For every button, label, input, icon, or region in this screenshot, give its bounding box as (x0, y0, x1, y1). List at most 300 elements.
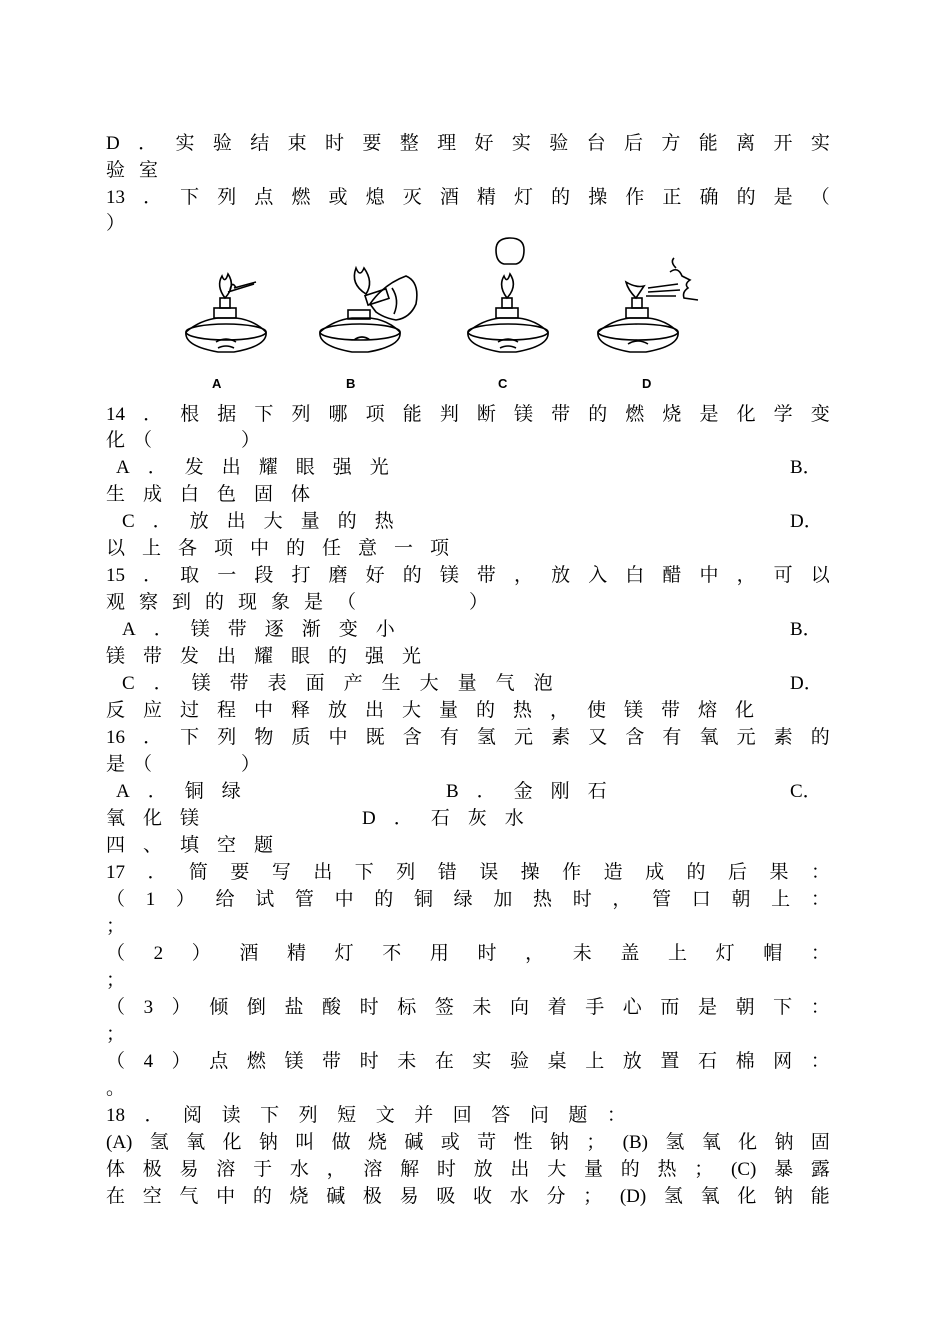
text-line (106, 941, 830, 967)
lamp-c-icon (468, 238, 548, 352)
text-char: 时 (572, 889, 592, 910)
text-char: 元 (514, 727, 534, 748)
text-char: 简 (188, 862, 208, 883)
text-char: 造 (603, 862, 623, 883)
text-char: 下 (773, 997, 793, 1018)
text-char: 列 (217, 187, 237, 208)
text-char: 要 (230, 862, 250, 883)
text-char: 素 (773, 727, 793, 748)
text-char: ： (810, 1051, 830, 1072)
text-char: 验 (549, 133, 569, 154)
option-row (106, 617, 830, 643)
text-char: 变 (810, 404, 830, 425)
text-char: 给 (215, 889, 235, 910)
text-char: 时 (324, 133, 344, 154)
text-char: 能 (402, 404, 422, 425)
text-line: 镁带发出耀眼的强光 (106, 646, 440, 667)
text-char: 下 (354, 862, 374, 883)
text-char: 下 (180, 187, 200, 208)
text-char: 管 (294, 889, 314, 910)
option-row (106, 509, 830, 535)
text-char: 下 (260, 1105, 280, 1126)
text-char: 着 (547, 997, 567, 1018)
text-char: 磨 (328, 565, 348, 586)
label-a: A (212, 376, 222, 391)
text-char: 水 (509, 1186, 529, 1207)
text-char: 极 (142, 1159, 162, 1180)
text-char: 空 (142, 1186, 162, 1207)
text-char: ； (586, 1132, 606, 1153)
text-char: 错 (437, 862, 457, 883)
text-char: ） (171, 997, 191, 1018)
text-char: ， (525, 943, 545, 964)
text-char: 带 (322, 1051, 342, 1072)
text-line (106, 1049, 830, 1075)
text-char: 收 (473, 1186, 493, 1207)
text-char: 成 (645, 862, 665, 883)
option-b: B．金刚石 (446, 781, 625, 802)
text-char: 验 (212, 133, 232, 154)
text-char: 下 (254, 404, 274, 425)
text-char: 是 (697, 997, 717, 1018)
text-line (106, 1157, 830, 1183)
text-char: （ (106, 997, 126, 1018)
text-char: 的 (686, 862, 706, 883)
question-14 (106, 402, 830, 428)
text-char: 能 (810, 1186, 830, 1207)
text-char: ． (143, 565, 163, 586)
text-char: 写 (271, 862, 291, 883)
option-b: B． (790, 619, 822, 640)
text-char: 固 (810, 1132, 830, 1153)
text-char: ． (143, 727, 163, 748)
text-char: ． (147, 862, 167, 883)
text-char: 手 (585, 997, 605, 1018)
text-char: 桌 (547, 1051, 567, 1072)
text-char: 上 (667, 943, 687, 964)
text-char: 或 (328, 187, 348, 208)
text-char: (A) (106, 1132, 133, 1153)
text-char: 1 (145, 889, 156, 910)
text-char: 果 (769, 862, 789, 883)
text-char: 燃 (291, 187, 311, 208)
text-char: 的 (620, 1159, 640, 1180)
text-char: 列 (291, 404, 311, 425)
text-char: （ (810, 187, 830, 208)
text-char: ： (810, 862, 830, 883)
text-char: 钠 (549, 1132, 569, 1153)
text-char: 的 (736, 187, 756, 208)
text-char: 打 (291, 565, 311, 586)
text-char: (C) (731, 1159, 757, 1180)
text-char: 列 (217, 727, 237, 748)
option-d: D． (790, 511, 823, 532)
text-char: 盖 (620, 943, 640, 964)
text-char: 物 (254, 727, 274, 748)
text-char: 醋 (662, 565, 682, 586)
text-char: 中 (334, 889, 354, 910)
text-char: 时 (359, 1051, 379, 1072)
text-char: 朝 (731, 889, 751, 910)
text-char: 断 (476, 404, 496, 425)
text-char: 标 (397, 997, 417, 1018)
option-a: A．镁带逐渐变小 (122, 619, 413, 640)
text-char: 离 (736, 133, 756, 154)
text-char: 项 (365, 404, 385, 425)
text-char: 据 (217, 404, 237, 425)
text-char: 出 (313, 862, 333, 883)
text-char: ， (326, 1159, 346, 1180)
text-char: 而 (660, 997, 680, 1018)
lamp-b-icon (320, 268, 417, 352)
option-a: A．铜绿 (116, 781, 259, 802)
text-char: 氢 (476, 727, 496, 748)
text-char: 文 (375, 1105, 395, 1126)
text-char: ） (191, 943, 211, 964)
text-char: 带 (476, 565, 496, 586)
text-char: 上 (585, 1051, 605, 1072)
text-char: 倒 (246, 997, 266, 1018)
text-char: 后 (728, 862, 748, 883)
text-char: 14 (106, 404, 125, 425)
text-char: 出 (510, 1159, 530, 1180)
question-17 (106, 860, 830, 886)
text-char: 16 (106, 727, 125, 748)
text-char: 酒 (439, 187, 459, 208)
text-char: 氢 (663, 1186, 683, 1207)
text-char: 素 (551, 727, 571, 748)
text-line: ； (106, 970, 126, 991)
text-char: 体 (106, 1159, 126, 1180)
text-char: 结 (250, 133, 270, 154)
text-char: 15 (106, 565, 125, 586)
text-char: 未 (472, 997, 492, 1018)
text-char: 倾 (209, 997, 229, 1018)
text-char: 口 (691, 889, 711, 910)
text-char: 试 (255, 889, 275, 910)
text-char: ， (514, 565, 534, 586)
text-char: 放 (622, 1051, 642, 1072)
text-char: 后 (623, 133, 643, 154)
text-char: 4 (143, 1051, 154, 1072)
text-char: 实 (472, 1051, 492, 1072)
option-c: C．放出大量的热 (122, 511, 412, 532)
text-char: 操 (588, 187, 608, 208)
option-a: A．发出耀眼强光 (116, 457, 407, 478)
text-char: 的 (588, 404, 608, 425)
text-char: 段 (254, 565, 274, 586)
text-char: 质 (291, 727, 311, 748)
text-char: 是 (699, 404, 719, 425)
text-char: ． (143, 404, 163, 425)
text-char: 钠 (774, 1186, 794, 1207)
text-char: 好 (365, 565, 385, 586)
text-char: 烧 (662, 404, 682, 425)
text-char: 17 (106, 862, 125, 883)
text-char: 溶 (363, 1159, 383, 1180)
label-b: B (346, 376, 356, 391)
text-char: 石 (697, 1051, 717, 1072)
text-char: 阅 (183, 1105, 203, 1126)
text-char: 性 (513, 1132, 533, 1153)
text-line: 。 (106, 1078, 126, 1099)
text-char: 化 (736, 404, 756, 425)
question-13 (106, 185, 830, 211)
text-char: 钠 (774, 1132, 794, 1153)
text-char: 一 (217, 565, 237, 586)
text-char: 学 (773, 404, 793, 425)
text-char: 验 (510, 1051, 530, 1072)
option-d: D．石灰水 (362, 808, 542, 829)
text-char: 燃 (625, 404, 645, 425)
text-char: 镁 (439, 565, 459, 586)
text-char: 上 (771, 889, 791, 910)
text-char: 灯 (715, 943, 735, 964)
text-char: 棉 (735, 1051, 755, 1072)
text-char: 精 (476, 187, 496, 208)
text-char: 实 (175, 133, 195, 154)
text-char: 中 (328, 727, 348, 748)
text-char: 水 (289, 1159, 309, 1180)
lamp-a-icon (186, 274, 266, 352)
text-char: 氢 (665, 1132, 685, 1153)
text-char: 根 (180, 404, 200, 425)
text-char: 钠 (258, 1132, 278, 1153)
text-char: 网 (773, 1051, 793, 1072)
text-char: 实 (810, 133, 830, 154)
text-char: ） (175, 889, 195, 910)
text-char: 中 (699, 565, 719, 586)
text-char: 帽 (763, 943, 783, 964)
text-line (106, 995, 830, 1021)
text-char: D (106, 133, 120, 154)
text-line: 是（ ） (106, 754, 269, 775)
text-char: 的 (374, 889, 394, 910)
text-char: 于 (253, 1159, 273, 1180)
text-char: 理 (437, 133, 457, 154)
option-b: B． (790, 457, 822, 478)
text-char: 答 (491, 1105, 511, 1126)
text-char: 极 (362, 1186, 382, 1207)
text-char: 易 (179, 1159, 199, 1180)
text-char: 列 (298, 1105, 318, 1126)
text-char: 束 (287, 133, 307, 154)
text-char: 有 (662, 727, 682, 748)
text-char: 在 (106, 1186, 126, 1207)
text-char: (B) (622, 1132, 648, 1153)
text-char: 有 (439, 727, 459, 748)
text-line (106, 887, 830, 913)
text-char: 化 (222, 1132, 242, 1153)
text-char: 精 (286, 943, 306, 964)
text-char: 方 (661, 133, 681, 154)
text-char: 碱 (404, 1132, 424, 1153)
text-char: ： (810, 889, 830, 910)
text-char: 溶 (216, 1159, 236, 1180)
text-char: ， (736, 565, 756, 586)
text-line: ； (106, 1024, 126, 1045)
text-char: 酸 (322, 997, 342, 1018)
text-char: 未 (572, 943, 592, 964)
text-char: 碱 (326, 1186, 346, 1207)
text-line: ； (106, 916, 126, 937)
text-char: 并 (414, 1105, 434, 1126)
text-char: ； (694, 1159, 714, 1180)
text-char: 2 (153, 943, 164, 964)
text-char: 氧 (699, 727, 719, 748)
text-char: 作 (625, 187, 645, 208)
text-char: 叫 (295, 1132, 315, 1153)
text-char: 含 (402, 727, 422, 748)
text-char: 或 (440, 1132, 460, 1153)
text-char: 加 (493, 889, 513, 910)
text-char: 读 (221, 1105, 241, 1126)
text-line: 观察到的现象是（ ） (106, 592, 503, 613)
text-char: 中 (216, 1186, 236, 1207)
text-char: 实 (511, 133, 531, 154)
text-char: 操 (520, 862, 540, 883)
text-char: (D) (619, 1186, 647, 1207)
question-15 (106, 563, 830, 589)
text-char: 放 (551, 565, 571, 586)
text-line (106, 131, 830, 157)
text-char: 误 (479, 862, 499, 883)
text-char: 的 (252, 1186, 272, 1207)
text-char: 好 (474, 133, 494, 154)
text-char: 台 (586, 133, 606, 154)
text-char: 热 (533, 889, 553, 910)
text-char: 13 (106, 187, 125, 208)
text-char: 时 (359, 997, 379, 1018)
text-char: 既 (365, 727, 385, 748)
text-line: 以上各项中的任意一项 (106, 538, 467, 559)
text-char: 是 (773, 187, 793, 208)
text-char: 热 (657, 1159, 677, 1180)
text-char: 露 (810, 1159, 830, 1180)
text-char: 点 (254, 187, 274, 208)
text-char: 化 (737, 1186, 757, 1207)
question-16 (106, 725, 830, 751)
text-char: 取 (180, 565, 200, 586)
text-char: 列 (396, 862, 416, 883)
text-char: 判 (439, 404, 459, 425)
text-char: 作 (562, 862, 582, 883)
text-line: 化（ ） (106, 430, 269, 451)
text-char: 确 (699, 187, 719, 208)
text-char: 用 (429, 943, 449, 964)
text-line: 反应过程中释放出大量的热，使镁带熔化 (106, 700, 773, 721)
text-char: 回 (452, 1105, 472, 1126)
text-char: 下 (180, 727, 200, 748)
text-char: 易 (399, 1186, 419, 1207)
lamp-d-icon (598, 258, 698, 352)
text-line: 生成白色固体 (106, 484, 329, 505)
text-char: 心 (622, 997, 642, 1018)
text-char: 3 (143, 997, 154, 1018)
text-char: 含 (625, 727, 645, 748)
text-char: 燃 (246, 1051, 266, 1072)
text-char: ： (810, 997, 830, 1018)
text-char: 苛 (477, 1132, 497, 1153)
text-char: （ (106, 1051, 126, 1072)
text-char: 以 (810, 565, 830, 586)
label-c: C (498, 376, 508, 391)
text-char: 量 (583, 1159, 603, 1180)
text-char: ， (612, 889, 632, 910)
text-char: ： (810, 943, 830, 964)
text-line: 验室 (106, 160, 173, 181)
text-char: 题 (568, 1105, 588, 1126)
text-char: 酒 (239, 943, 259, 964)
alcohol-lamp-figure (170, 232, 730, 392)
text-char: 短 (337, 1105, 357, 1126)
text-char: 氢 (149, 1132, 169, 1153)
text-char: 问 (529, 1105, 549, 1126)
text-line: ） (106, 213, 126, 234)
question-18 (106, 1103, 626, 1129)
text-char: 盐 (284, 997, 304, 1018)
text-char: 暴 (774, 1159, 794, 1180)
text-char: 镁 (514, 404, 534, 425)
text-char: 未 (397, 1051, 417, 1072)
text-char: 向 (510, 997, 530, 1018)
text-char: ： (606, 1105, 626, 1126)
section-heading: 四、填空题 (106, 835, 292, 856)
option-d: D． (790, 673, 823, 694)
label-d: D (642, 376, 652, 391)
text-line (106, 1130, 830, 1156)
text-char: ） (171, 1051, 191, 1072)
text-line (106, 1184, 830, 1210)
text-char: 又 (588, 727, 608, 748)
text-char: 管 (652, 889, 672, 910)
text-char: 不 (382, 943, 402, 964)
text-char: 的 (402, 565, 422, 586)
text-char: ； (583, 1186, 603, 1207)
text-char: 熄 (365, 187, 385, 208)
text-char: 开 (773, 133, 793, 154)
option-c-text: 氧化镁 (106, 808, 218, 829)
text-char: 哪 (328, 404, 348, 425)
text-char: 的 (810, 727, 830, 748)
text-char: 化 (738, 1132, 758, 1153)
text-char: 烧 (368, 1132, 388, 1153)
text-char: 做 (331, 1132, 351, 1153)
text-char: 氧 (701, 1132, 721, 1153)
text-char: 点 (209, 1051, 229, 1072)
text-char: （ (106, 943, 126, 964)
text-char: 镁 (284, 1051, 304, 1072)
text-char: ． (138, 133, 158, 154)
text-char: 解 (400, 1159, 420, 1180)
text-char: 元 (736, 727, 756, 748)
text-char: 18 (106, 1105, 125, 1126)
text-char: 置 (660, 1051, 680, 1072)
text-char: ． (144, 1105, 164, 1126)
text-char: 大 (547, 1159, 567, 1180)
text-char: 绿 (453, 889, 473, 910)
text-char: 正 (662, 187, 682, 208)
text-char: 灭 (402, 187, 422, 208)
text-char: 铜 (413, 889, 433, 910)
text-char: ． (143, 187, 163, 208)
text-char: 灯 (514, 187, 534, 208)
text-char: 气 (179, 1186, 199, 1207)
option-c: C． (790, 781, 822, 802)
text-char: 烧 (289, 1186, 309, 1207)
text-char: 可 (773, 565, 793, 586)
text-char: 分 (546, 1186, 566, 1207)
